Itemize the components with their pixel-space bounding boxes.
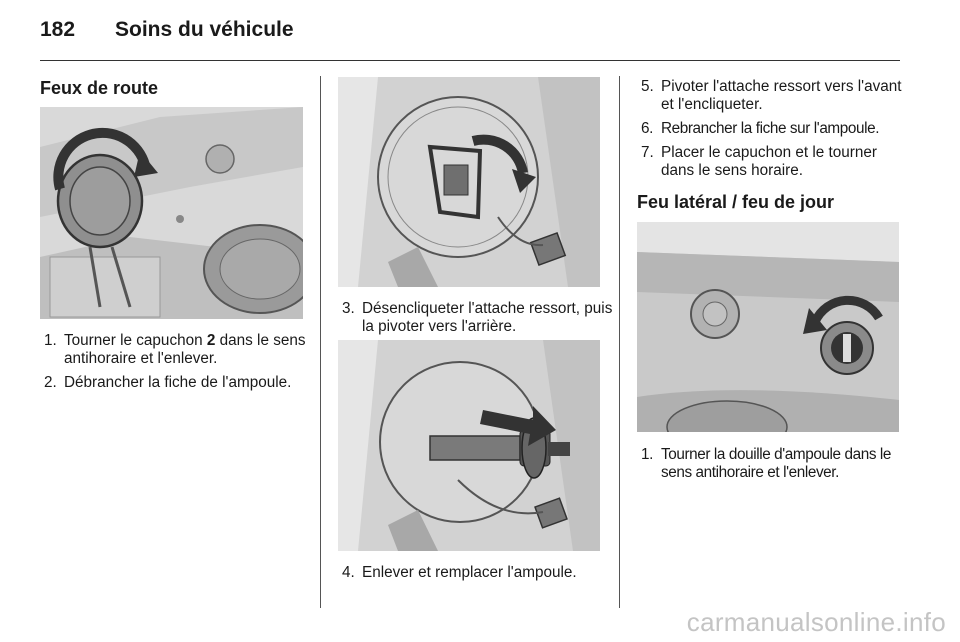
header-rule xyxy=(40,60,900,61)
figure-side-light-socket xyxy=(637,222,899,432)
page-title: Soins du véhicule xyxy=(115,18,294,41)
steps-list-5 xyxy=(637,446,905,488)
figure-bulb-removal xyxy=(338,340,600,551)
figure-spring-clip xyxy=(338,77,600,287)
page-number: 182 xyxy=(40,18,76,41)
section-heading-high-beam: Feux de route xyxy=(40,78,159,98)
steps-list-3 xyxy=(338,564,613,588)
step-6: 6. Rebrancher la fiche sur l'ampoule. xyxy=(641,120,880,137)
column-divider-2 xyxy=(619,76,620,608)
steps-list-1 xyxy=(40,332,310,398)
watermark-text: carmanualsonline.info xyxy=(686,607,946,637)
step-7: 7. Placer le capuchon et le tourner dans le sens horaire. xyxy=(641,144,877,179)
figure-headlamp-cap xyxy=(40,107,303,319)
step-3: 3. Désencliqueter l'attache ressort, puis la pivoter vers l'arrière. xyxy=(342,300,613,335)
step-5: 5. Pivoter l'attache ressort vers l'avant et l'encliqueter. xyxy=(641,78,902,113)
steps-list-2 xyxy=(338,300,613,342)
column-divider-1 xyxy=(320,76,321,608)
page-header xyxy=(40,18,900,58)
step-1: 1. Tourner le capuchon 2 dans le sens antihoraire et l'enlever. xyxy=(44,332,306,367)
step-side-1: 1. Tourner la douille d'ampoule dans le sens antihoraire et l'enlever. xyxy=(641,446,892,481)
steps-list-4 xyxy=(637,78,905,186)
section-heading-side-light: Feu latéral / feu de jour xyxy=(637,192,835,212)
step-4: 4. Enlever et remplacer l'ampoule. xyxy=(342,564,577,581)
callout-number: 2 xyxy=(206,332,216,349)
step-2: 2. Débrancher la fiche de l'ampoule. xyxy=(44,374,292,391)
